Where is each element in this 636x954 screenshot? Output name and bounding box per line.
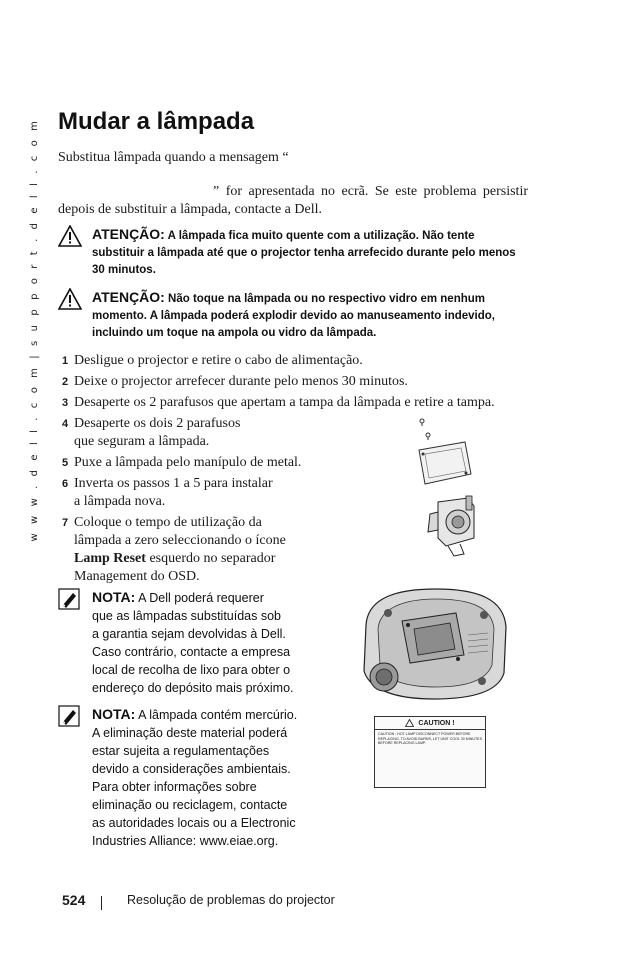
warning-1-head: ATENÇÃO: [92, 226, 165, 242]
step-6 [62, 472, 273, 511]
note-line: estar sujeita a regulamentações [92, 744, 270, 758]
note-line: A Dell poderá requerer [138, 591, 264, 605]
step-text: Puxe a lâmpada pelo manípulo de metal. [74, 455, 302, 470]
screw-markers-illustration [414, 415, 438, 443]
lamp-cover-illustration [413, 440, 475, 486]
step-text-continued: lâmpada a zero seleccionando o ícone [74, 533, 286, 548]
note-line: as autoridades locais ou a Electronic [92, 816, 296, 830]
caution-label-text: CAUTION : HOT LAMP DISCONNECT POWER BEFORE REPLACING. TO AVOID BURNS, LET UNIT COOL 30 MINUTES BEFORE REPLACING LAMP. [378, 732, 482, 746]
page-title: Mudar a lâmpada [58, 108, 255, 135]
note-line: devido a considerações ambientais. [92, 762, 291, 776]
page-number: 524 [62, 892, 86, 908]
step-text: Desaperte os 2 parafusos que apertam a tampa da lâmpada e retire a tampa. [74, 395, 495, 410]
note-pencil-icon [58, 588, 80, 610]
note-line: a garantia sejam devolvidas à Dell. [92, 627, 286, 641]
note-2-head: NOTA: [92, 706, 136, 722]
note-line: A eliminação deste material poderá [92, 726, 288, 740]
step-number: 1 [62, 355, 69, 367]
note-line: eliminação ou reciclagem, contacte [92, 798, 288, 812]
warning-triangle-icon [58, 225, 82, 247]
warning-triangle-icon [58, 288, 82, 310]
warning-1-text: A lâmpada fica muito quente com a utilização. Não tente substituir a lâmpada até que o projector tenha arrefecido durante pelo menos 30 minutos. [92, 230, 516, 276]
step-text-continued [62, 550, 286, 568]
step-5 [62, 451, 301, 472]
note-line: Industries Alliance: www.eiae.org. [92, 834, 279, 848]
lamp-module-illustration [420, 494, 490, 560]
step-number: 7 [62, 517, 69, 529]
step-number: 6 [62, 478, 69, 490]
step-2 [62, 370, 408, 391]
note-line: Para obter informações sobre [92, 780, 257, 794]
note-pencil-icon [58, 705, 80, 727]
note-line: local de recolha de lixo para obter o [92, 663, 291, 677]
note-1-head: NOTA: [92, 589, 136, 605]
step-text-continued: a lâmpada nova. [74, 494, 166, 509]
note-2 [58, 705, 308, 850]
step-number: 2 [62, 376, 69, 388]
caution-label-illustration [374, 716, 486, 788]
step-4 [62, 412, 240, 451]
step-text: Deixe o projector arrefecer durante pelo menos 30 minutos. [74, 374, 408, 389]
note-line: que as lâmpadas substituídas sob [92, 609, 282, 623]
step-text: Desaperte os dois 2 parafusos [74, 416, 241, 431]
step-text-rest: esquerdo no separador [145, 551, 276, 566]
warning-2-text: Não toque na lâmpada ou no respectivo vidro em nenhum momento. A lâmpada poderá explodir devido ao manuseamento indevido, incluindo um toque na ampola ou vidro da lâmpada. [92, 293, 495, 339]
intro-line-1: Substitua lâmpada quando a mensagem “ [58, 150, 289, 165]
step-number: 4 [62, 418, 69, 430]
lamp-reset-label: Lamp Reset [74, 551, 146, 566]
warning-1 [58, 226, 528, 279]
caution-label-header [375, 717, 485, 730]
intro-line-2 [58, 183, 528, 219]
side-url: w w w . d e l l . c o m | s u p p o r t . d e l l . c o m [29, 118, 40, 542]
footer-section-title: Resolução de problemas do projector [127, 893, 335, 907]
step-text: Inverta os passos 1 a 5 para instalar [74, 476, 273, 491]
intro-continuation: ” for apresentada no ecrã. Se este problema persistir depois de substituir a lâmpada, contacte a Dell. [58, 184, 528, 217]
note-line: Caso contrário, contacte a empresa [92, 645, 291, 659]
note-line: endereço do depósito mais próximo. [92, 681, 294, 695]
step-number: 5 [62, 457, 69, 469]
caution-label-title: CAUTION ! [418, 719, 455, 727]
warning-2-head: ATENÇÃO: [92, 289, 165, 305]
note-1 [58, 588, 308, 697]
step-text-continued: que seguram a lâmpada. [74, 434, 210, 449]
step-text-continued: Management do OSD. [74, 569, 200, 584]
step-7 [62, 511, 286, 586]
step-number: 3 [62, 397, 69, 409]
projector-underside-illustration [358, 585, 510, 703]
step-3 [62, 391, 495, 412]
step-1 [62, 349, 363, 370]
warning-2 [58, 289, 528, 342]
step-text: Desligue o projector e retire o cabo de alimentação. [74, 353, 363, 368]
warning-triangle-icon [405, 719, 414, 727]
step-text: Coloque o tempo de utilização da [74, 515, 262, 530]
note-line: A lâmpada contém mercúrio. [138, 708, 298, 722]
footer-divider [101, 896, 102, 910]
